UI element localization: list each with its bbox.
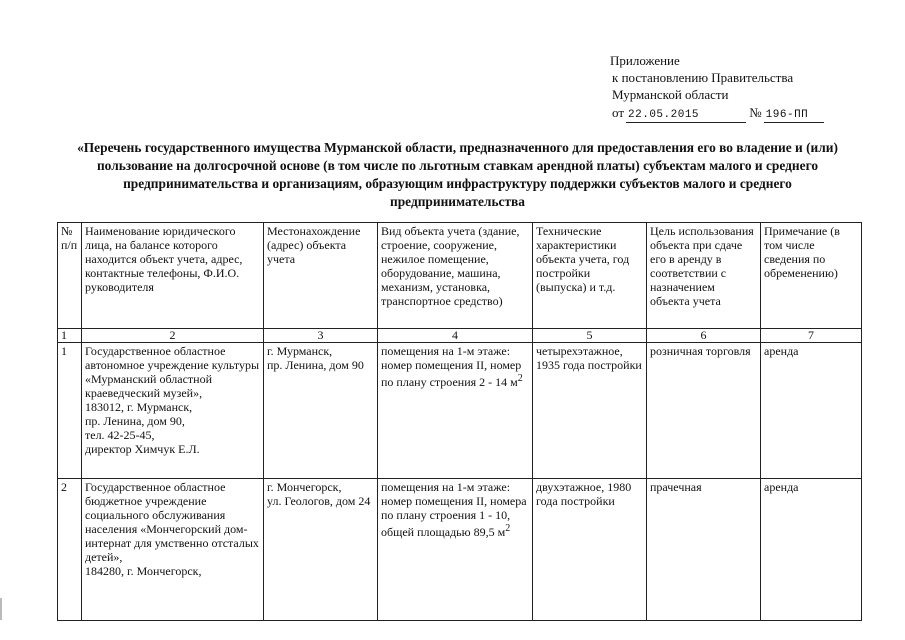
column-number: 4	[378, 329, 533, 343]
header-characteristics: Технические характеристики объекта учета, год постройки (выпуска) и т.д.	[533, 223, 647, 329]
column-number: 2	[82, 329, 264, 343]
document-title: «Перечень государственного имущества Мурманской области, предназначенного для предоставления его во владение и (или) пользование на долгосрочной основе (в том числе по льготным ставкам арендной платы) субъектам малого и среднего предпринимательства и организациям, образующим инфраструктуру поддержки субъектов малого и среднего предпринимательства	[77, 140, 838, 209]
header-holder: Наименование юридического лица, на балансе которого находится объект учета, адрес, контактные телефоны, Ф.И.О. руководителя	[82, 223, 264, 329]
object-type-text: помещения на 1-м этаже: номер помещения II, номера по плану строения 1 - 10, общей площадью 89,5 м	[381, 480, 527, 539]
header-number: № п/п	[58, 223, 82, 329]
appendix-line-2: к постановлению Правительства	[612, 70, 794, 85]
appendix-line-1: Приложение	[610, 53, 680, 68]
header-note: Примечание (в том числе сведения по обременению)	[761, 223, 862, 329]
order-reference	[610, 104, 824, 123]
column-number: 1	[58, 329, 82, 343]
area-unit-superscript: 2	[505, 523, 511, 534]
date-prefix: от	[612, 105, 625, 120]
characteristics-cell: двухэтажное, 1980 года постройки	[533, 479, 647, 621]
row-number: 2	[58, 479, 82, 621]
holder-cell: Государственное областное автономное учреждение культуры «Мурманский областной краеведческий музей», 183012, г. Мурманск, пр. Ленина, дом 90, тел. 42-25-45, директор Химчук Е.Л.	[82, 343, 264, 479]
column-number-row	[58, 329, 862, 343]
header-location: Местонахождение (адрес) объекта учета	[264, 223, 378, 329]
holder-cell: Государственное областное бюджетное учреждение социального обслуживания населения «Мончегорский дом-интернат для умственно отсталых детей», 184280, г. Мончегорск,	[82, 479, 264, 621]
location-cell: г. Мончегорск, ул. Геологов, дом 24	[264, 479, 378, 621]
note-cell: аренда	[761, 479, 862, 621]
note-cell: аренда	[761, 343, 862, 479]
property-table	[57, 222, 862, 621]
object-type-cell	[378, 479, 533, 621]
purpose-cell: прачечная	[647, 479, 761, 621]
appendix-block	[610, 52, 824, 123]
appendix-line-3: Мурманской области	[612, 87, 729, 102]
scan-edge-mark	[0, 598, 2, 620]
area-unit-superscript: 2	[517, 373, 523, 384]
order-number: 196-ПП	[764, 109, 824, 123]
table-header-row	[58, 223, 862, 329]
table-row	[58, 343, 862, 479]
column-number: 6	[647, 329, 761, 343]
column-number: 7	[761, 329, 862, 343]
table-row	[58, 479, 862, 621]
order-date: 22.05.2015	[626, 109, 746, 123]
column-number: 5	[533, 329, 647, 343]
location-cell: г. Мурманск, пр. Ленина, дом 90	[264, 343, 378, 479]
number-prefix: №	[749, 105, 762, 120]
row-number: 1	[58, 343, 82, 479]
header-object-type: Вид объекта учета (здание, строение, сооружение, нежилое помещение, оборудование, машина, механизм, установка, транспортное средство)	[378, 223, 533, 329]
object-type-text: помещения на 1-м этаже: номер помещения II, номер по плану строения 2 - 14 м	[381, 344, 522, 389]
column-number: 3	[264, 329, 378, 343]
purpose-cell: розничная торговля	[647, 343, 761, 479]
object-type-cell	[378, 343, 533, 479]
header-purpose: Цель использования объекта при сдаче его в аренду в соответствии с назначением объекта учета	[647, 223, 761, 329]
characteristics-cell: четырехэтажное, 1935 года постройки	[533, 343, 647, 479]
